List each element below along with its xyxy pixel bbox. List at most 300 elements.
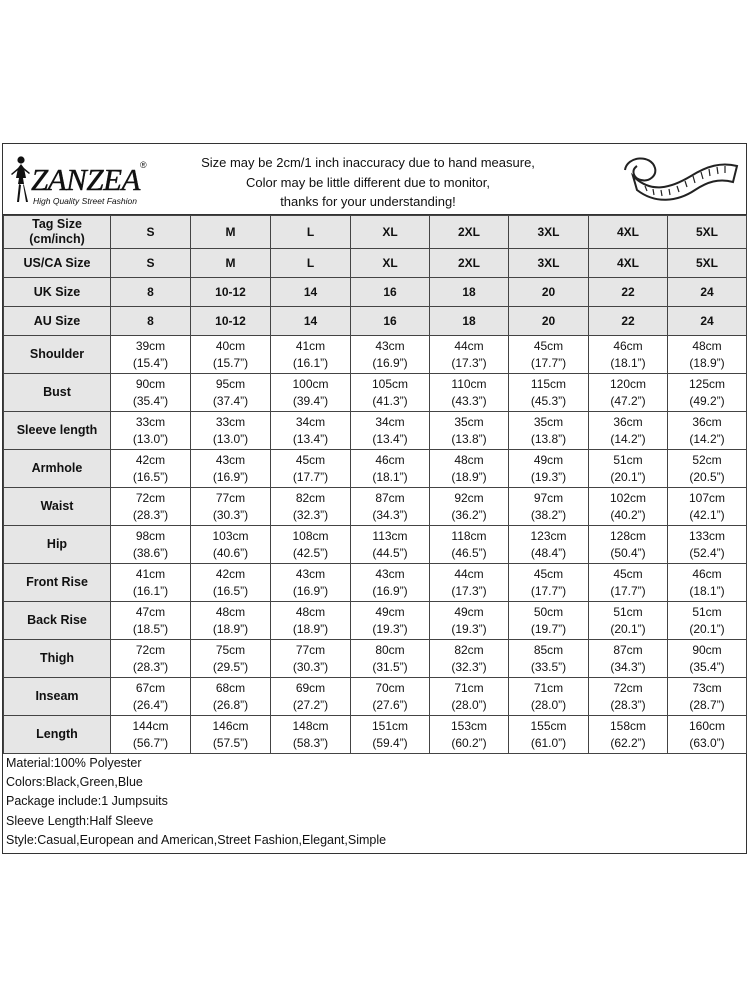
measurement-cm: 72cm bbox=[135, 642, 166, 657]
measurement-cell bbox=[271, 488, 351, 526]
measurement-cm: 42cm bbox=[135, 452, 166, 467]
measurement-cm: 153cm bbox=[450, 718, 488, 733]
measurement-cell bbox=[589, 412, 668, 450]
measurement-cell bbox=[351, 602, 430, 640]
measurement-inch: (20.1”) bbox=[610, 469, 646, 484]
measurement-cell bbox=[668, 488, 747, 526]
measurement-cell bbox=[589, 678, 668, 716]
table-row bbox=[4, 526, 747, 564]
measurement-inch: (17.7”) bbox=[530, 355, 567, 370]
measurement-inch: (62.2”) bbox=[610, 735, 646, 750]
table-row bbox=[4, 336, 747, 374]
measurement-inch: (40.6”) bbox=[212, 545, 249, 560]
measurement-cell bbox=[668, 602, 747, 640]
measurement-inch: (39.4”) bbox=[292, 393, 329, 408]
measurement-inch: (15.4”) bbox=[132, 355, 169, 370]
measuring-tape-icon bbox=[621, 148, 741, 210]
measurement-cell bbox=[191, 564, 271, 602]
table-row bbox=[4, 412, 747, 450]
measurement-inch: (18.9”) bbox=[292, 621, 329, 636]
measurement-cell bbox=[351, 640, 430, 678]
measurement-cm: 123cm bbox=[530, 528, 567, 543]
measurement-cm: 128cm bbox=[609, 528, 647, 543]
measurement-cell bbox=[191, 526, 271, 564]
measurement-cm: 103cm bbox=[212, 528, 249, 543]
measurement-cell bbox=[668, 678, 747, 716]
measurement-cell bbox=[111, 564, 191, 602]
measurement-cm: 45cm bbox=[613, 566, 643, 581]
measurement-cm: 44cm bbox=[454, 566, 484, 581]
measurement-cell bbox=[271, 374, 351, 412]
measurement-cm: 43cm bbox=[375, 566, 405, 581]
measurement-cm: 39cm bbox=[135, 338, 166, 353]
measurement-cell bbox=[589, 488, 668, 526]
size-cell: 16 bbox=[351, 307, 430, 336]
measurement-cm: 49cm bbox=[454, 604, 484, 619]
measurement-cell bbox=[509, 602, 589, 640]
measurement-inch: (36.2”) bbox=[451, 507, 487, 522]
measurement-inch: (52.4”) bbox=[689, 545, 725, 560]
measurement-cm: 98cm bbox=[135, 528, 166, 543]
measurement-cm: 43cm bbox=[215, 452, 246, 467]
size-cell: 24 bbox=[668, 278, 747, 307]
measurement-inch: (16.9”) bbox=[372, 355, 408, 370]
measurement-cm: 125cm bbox=[688, 376, 726, 391]
measurement-inch: (16.9”) bbox=[292, 583, 329, 598]
size-cell: XL bbox=[351, 249, 430, 278]
measurement-cm: 92cm bbox=[454, 490, 484, 505]
table-row bbox=[4, 278, 747, 307]
measurement-cell bbox=[668, 336, 747, 374]
measurement-cell bbox=[430, 374, 509, 412]
size-cell: 10-12 bbox=[191, 278, 271, 307]
measurement-cell bbox=[191, 450, 271, 488]
measurement-cell bbox=[351, 716, 430, 754]
measurement-cm: 120cm bbox=[609, 376, 647, 391]
row-header-shoulder: Shoulder bbox=[4, 336, 111, 374]
size-cell: XL bbox=[351, 216, 430, 249]
measurement-cm: 67cm bbox=[135, 680, 166, 695]
measurement-cell bbox=[351, 488, 430, 526]
measurement-inch: (45.3”) bbox=[530, 393, 567, 408]
measurement-cell bbox=[668, 412, 747, 450]
measurement-cell bbox=[509, 716, 589, 754]
measurement-cell bbox=[589, 526, 668, 564]
measurement-cm: 49cm bbox=[533, 452, 564, 467]
measurement-cell bbox=[191, 602, 271, 640]
measurement-cell bbox=[589, 336, 668, 374]
table-row bbox=[4, 249, 747, 278]
size-cell: 5XL bbox=[668, 249, 747, 278]
size-cell: 5XL bbox=[668, 216, 747, 249]
measurement-inch: (33.5”) bbox=[530, 659, 567, 674]
size-cell: 8 bbox=[111, 278, 191, 307]
measurement-inch: (29.5”) bbox=[212, 659, 249, 674]
measurement-cell bbox=[191, 678, 271, 716]
measurement-cell bbox=[351, 336, 430, 374]
brand-name: ZANZEA bbox=[31, 162, 140, 197]
measurement-inch: (13.4”) bbox=[372, 431, 408, 446]
table-row bbox=[4, 374, 747, 412]
measurement-inch: (20.1”) bbox=[610, 621, 646, 636]
measurement-inch: (42.5”) bbox=[292, 545, 329, 560]
size-cell: L bbox=[271, 216, 351, 249]
measurement-inch: (18.5”) bbox=[132, 621, 169, 636]
measurement-cm: 51cm bbox=[613, 452, 643, 467]
measurement-inch: (28.7”) bbox=[689, 697, 725, 712]
measurement-inch: (20.5”) bbox=[689, 469, 725, 484]
row-header-bust: Bust bbox=[4, 374, 111, 412]
measurement-cell bbox=[271, 412, 351, 450]
size-cell: 10-12 bbox=[191, 307, 271, 336]
measurement-cell bbox=[589, 450, 668, 488]
measurement-cell bbox=[589, 602, 668, 640]
measurement-cell bbox=[111, 678, 191, 716]
measurement-inch: (19.3”) bbox=[451, 621, 487, 636]
registered-mark: ® bbox=[140, 160, 147, 170]
measurement-cell bbox=[509, 640, 589, 678]
measurement-inch: (13.0”) bbox=[132, 431, 169, 446]
size-cell: 4XL bbox=[589, 216, 668, 249]
measurement-inch: (16.5”) bbox=[212, 583, 249, 598]
measurement-cell bbox=[668, 374, 747, 412]
measurement-cell bbox=[271, 564, 351, 602]
row-header-uk-size: UK Size bbox=[4, 278, 111, 307]
measurement-cm: 45cm bbox=[295, 452, 326, 467]
measurement-cell bbox=[668, 564, 747, 602]
measurement-cell bbox=[430, 450, 509, 488]
measurement-cm: 151cm bbox=[371, 718, 409, 733]
measurement-cm: 95cm bbox=[215, 376, 246, 391]
measurement-cm: 43cm bbox=[375, 338, 405, 353]
size-cell: M bbox=[191, 216, 271, 249]
measurement-cm: 87cm bbox=[375, 490, 405, 505]
measurement-cm: 46cm bbox=[375, 452, 405, 467]
measurement-inch: (27.2”) bbox=[292, 697, 329, 712]
measurement-cm: 118cm bbox=[451, 528, 487, 543]
row-header-us-ca-size: US/CA Size bbox=[4, 249, 111, 278]
measurement-cm: 71cm bbox=[454, 680, 484, 695]
measurement-cell bbox=[430, 564, 509, 602]
measurement-cell bbox=[430, 716, 509, 754]
measurement-cell bbox=[509, 450, 589, 488]
measurement-cm: 36cm bbox=[692, 414, 722, 429]
measurement-cm: 146cm bbox=[212, 718, 249, 733]
measurement-inch: (27.6”) bbox=[372, 697, 408, 712]
measurement-cell bbox=[509, 564, 589, 602]
measurement-inch: (31.5”) bbox=[372, 659, 408, 674]
measurement-cm: 51cm bbox=[692, 604, 722, 619]
measurement-cell bbox=[351, 678, 430, 716]
measurement-inch: (42.1”) bbox=[689, 507, 725, 522]
measurement-inch: (18.9”) bbox=[212, 621, 249, 636]
measurement-inch: (16.1”) bbox=[132, 583, 169, 598]
measurement-inch: (18.1”) bbox=[372, 469, 408, 484]
measurement-cm: 36cm bbox=[613, 414, 643, 429]
measurement-cm: 100cm bbox=[292, 376, 329, 391]
measurement-cm: 40cm bbox=[215, 338, 246, 353]
measurement-inch: (44.5”) bbox=[372, 545, 408, 560]
measurement-cm: 50cm bbox=[533, 604, 564, 619]
row-header-hip: Hip bbox=[4, 526, 111, 564]
measurement-cell bbox=[271, 678, 351, 716]
measurement-cm: 72cm bbox=[613, 680, 643, 695]
measurement-cm: 45cm bbox=[533, 566, 564, 581]
measurement-cell bbox=[191, 488, 271, 526]
measurement-cm: 69cm bbox=[295, 680, 326, 695]
brand-logo bbox=[5, 152, 155, 208]
measurement-inch: (50.4”) bbox=[610, 545, 646, 560]
measurement-inch: (30.3”) bbox=[212, 507, 249, 522]
measurement-inch: (41.3”) bbox=[372, 393, 408, 408]
measurement-cm: 46cm bbox=[692, 566, 722, 581]
row-header-back-rise: Back Rise bbox=[4, 602, 111, 640]
measurement-inch: (43.3”) bbox=[451, 393, 487, 408]
measurement-inch: (37.4”) bbox=[212, 393, 249, 408]
measurement-cm: 52cm bbox=[692, 452, 722, 467]
measurement-inch: (48.4”) bbox=[530, 545, 567, 560]
measurement-cm: 48cm bbox=[215, 604, 246, 619]
measurement-cell bbox=[589, 564, 668, 602]
measurement-cm: 45cm bbox=[533, 338, 564, 353]
measurement-cell bbox=[668, 640, 747, 678]
measurement-inch: (14.2”) bbox=[689, 431, 725, 446]
measurement-cell bbox=[430, 488, 509, 526]
measurement-inch: (26.8”) bbox=[212, 697, 249, 712]
measurement-cell bbox=[191, 412, 271, 450]
measurement-cell bbox=[430, 640, 509, 678]
measurement-inch: (28.3”) bbox=[610, 697, 646, 712]
measurement-cell bbox=[430, 526, 509, 564]
measurement-inch: (16.9”) bbox=[372, 583, 408, 598]
row-header-line: (cm/inch) bbox=[29, 232, 85, 246]
measurement-cell bbox=[191, 336, 271, 374]
measurement-cell bbox=[430, 678, 509, 716]
measurement-cell bbox=[111, 374, 191, 412]
measurement-inch: (17.7”) bbox=[610, 583, 646, 598]
measurement-inch: (28.0”) bbox=[451, 697, 487, 712]
measurement-cm: 108cm bbox=[292, 528, 329, 543]
measurement-inch: (32.3”) bbox=[292, 507, 329, 522]
measurement-cell bbox=[111, 640, 191, 678]
measurement-cell bbox=[111, 412, 191, 450]
detail-sleeve-length: Sleeve Length:Half Sleeve bbox=[6, 813, 154, 828]
measurement-cell bbox=[351, 374, 430, 412]
size-cell: 3XL bbox=[509, 249, 589, 278]
size-cell: 8 bbox=[111, 307, 191, 336]
detail-colors: Colors:Black,Green,Blue bbox=[6, 775, 143, 790]
detail-material: Material:100% Polyester bbox=[6, 756, 142, 770]
size-cell: 22 bbox=[589, 307, 668, 336]
measurement-inch: (28.3”) bbox=[132, 659, 169, 674]
measurement-cm: 113cm bbox=[372, 528, 408, 543]
detail-style: Style:Casual,European and American,Street Fashion,Elegant,Simple bbox=[6, 832, 387, 847]
measurement-inch: (28.3”) bbox=[132, 507, 169, 522]
measurement-cell bbox=[111, 526, 191, 564]
measurement-cm: 148cm bbox=[292, 718, 329, 733]
measurement-cell bbox=[589, 716, 668, 754]
notice-line: Color may be little different due to monitor, bbox=[246, 174, 490, 190]
measurement-cm: 97cm bbox=[533, 490, 564, 505]
measurement-cm: 35cm bbox=[454, 414, 484, 429]
measurement-cm: 48cm bbox=[295, 604, 326, 619]
measurement-cm: 110cm bbox=[451, 376, 487, 391]
measurement-cm: 35cm bbox=[533, 414, 564, 429]
row-header-thigh: Thigh bbox=[4, 640, 111, 678]
measurement-inch: (18.9”) bbox=[451, 469, 487, 484]
measurement-inch: (34.3”) bbox=[372, 507, 408, 522]
measurement-inch: (63.0”) bbox=[689, 735, 725, 750]
size-cell: L bbox=[271, 249, 351, 278]
measurement-cell bbox=[668, 716, 747, 754]
measurement-inch: (32.3”) bbox=[451, 659, 487, 674]
measurement-inch: (17.3”) bbox=[451, 583, 487, 598]
measurement-cm: 87cm bbox=[613, 642, 643, 657]
measurement-cell bbox=[271, 640, 351, 678]
measurement-cell bbox=[589, 640, 668, 678]
measurement-cell bbox=[191, 374, 271, 412]
measurement-cell bbox=[509, 336, 589, 374]
measurement-inch: (35.4”) bbox=[689, 659, 725, 674]
row-header-au-size: AU Size bbox=[4, 307, 111, 336]
measurement-inch: (38.2”) bbox=[530, 507, 567, 522]
measurement-inch: (17.3”) bbox=[451, 355, 487, 370]
size-cell: 18 bbox=[430, 278, 509, 307]
measurement-cm: 73cm bbox=[692, 680, 722, 695]
measurement-cell bbox=[111, 716, 191, 754]
measurement-cell bbox=[509, 678, 589, 716]
measurement-cell bbox=[271, 450, 351, 488]
measurement-cm: 68cm bbox=[215, 680, 246, 695]
brand-tagline: High Quality Street Fashion bbox=[33, 196, 137, 206]
measurement-inch: (46.5”) bbox=[451, 545, 487, 560]
measurement-inch: (16.9”) bbox=[212, 469, 249, 484]
measurement-inch: (28.0”) bbox=[530, 697, 567, 712]
table-row bbox=[4, 716, 747, 754]
size-cell: S bbox=[111, 216, 191, 249]
measurement-inch: (35.4”) bbox=[132, 393, 169, 408]
measurement-cm: 107cm bbox=[688, 490, 726, 505]
measurement-inch: (34.3”) bbox=[610, 659, 646, 674]
measurement-cell bbox=[430, 336, 509, 374]
measurement-inch: (13.4”) bbox=[292, 431, 329, 446]
measurement-cm: 33cm bbox=[215, 414, 246, 429]
measurement-inch: (17.7”) bbox=[292, 469, 329, 484]
measurement-cm: 90cm bbox=[135, 376, 166, 391]
measurement-cell bbox=[111, 488, 191, 526]
table-row bbox=[4, 488, 747, 526]
measurement-cm: 77cm bbox=[295, 642, 326, 657]
measurement-cell bbox=[509, 488, 589, 526]
measurement-cell bbox=[668, 526, 747, 564]
measurement-cell bbox=[509, 526, 589, 564]
measurement-cm: 43cm bbox=[295, 566, 326, 581]
size-cell: 14 bbox=[271, 307, 351, 336]
measurement-inch: (18.1”) bbox=[689, 583, 725, 598]
size-cell: 24 bbox=[668, 307, 747, 336]
measurement-inch: (13.0”) bbox=[212, 431, 249, 446]
measurement-cm: 105cm bbox=[371, 376, 409, 391]
measurement-cm: 47cm bbox=[135, 604, 166, 619]
measurement-cm: 144cm bbox=[132, 718, 169, 733]
measurement-inch: (30.3”) bbox=[292, 659, 329, 674]
measurement-cell bbox=[271, 716, 351, 754]
size-cell: 22 bbox=[589, 278, 668, 307]
measurement-inch: (59.4”) bbox=[372, 735, 408, 750]
measurement-cell bbox=[271, 336, 351, 374]
measurement-cell bbox=[271, 526, 351, 564]
measurement-cm: 155cm bbox=[530, 718, 567, 733]
measurement-inch: (49.2”) bbox=[689, 393, 725, 408]
measurement-inch: (17.7”) bbox=[530, 583, 567, 598]
row-header-waist: Waist bbox=[4, 488, 111, 526]
measurement-inch: (61.0”) bbox=[530, 735, 567, 750]
measurement-inch: (16.5”) bbox=[132, 469, 169, 484]
measurement-cm: 82cm bbox=[454, 642, 484, 657]
size-cell: 2XL bbox=[430, 216, 509, 249]
size-cell: 4XL bbox=[589, 249, 668, 278]
row-header-armhole: Armhole bbox=[4, 450, 111, 488]
table-row bbox=[4, 678, 747, 716]
measurement-inch: (15.7”) bbox=[212, 355, 249, 370]
measurement-inch: (56.7”) bbox=[132, 735, 169, 750]
measurement-inch: (13.8”) bbox=[530, 431, 567, 446]
measurement-inch: (26.4”) bbox=[132, 697, 169, 712]
measurement-inch: (19.3”) bbox=[530, 469, 567, 484]
detail-package: Package include:1 Jumpsuits bbox=[6, 794, 168, 809]
measurement-cell bbox=[509, 374, 589, 412]
measurement-cm: 33cm bbox=[135, 414, 166, 429]
size-cell: 20 bbox=[509, 278, 589, 307]
measurement-cm: 44cm bbox=[454, 338, 484, 353]
measurement-cm: 71cm bbox=[533, 680, 564, 695]
measurement-cell bbox=[111, 450, 191, 488]
measurement-cm: 48cm bbox=[454, 452, 484, 467]
measurement-inch: (16.1”) bbox=[292, 355, 329, 370]
table-row bbox=[4, 216, 747, 249]
measurement-cm: 90cm bbox=[692, 642, 722, 657]
measurement-inch: (14.2”) bbox=[610, 431, 646, 446]
size-cell: 20 bbox=[509, 307, 589, 336]
measurement-cm: 48cm bbox=[692, 338, 722, 353]
size-cell: 3XL bbox=[509, 216, 589, 249]
size-chart-sheet bbox=[2, 143, 747, 854]
measurement-inch: (13.8”) bbox=[451, 431, 487, 446]
row-header-inseam: Inseam bbox=[4, 678, 111, 716]
measurement-cell bbox=[191, 716, 271, 754]
measurement-cm: 49cm bbox=[375, 604, 405, 619]
table-row bbox=[4, 602, 747, 640]
measurement-inch: (38.6”) bbox=[132, 545, 169, 560]
measurement-cell bbox=[351, 412, 430, 450]
product-details bbox=[6, 754, 742, 850]
measurement-inch: (40.2”) bbox=[610, 507, 646, 522]
measurement-cm: 158cm bbox=[609, 718, 647, 733]
measurement-cm: 85cm bbox=[533, 642, 564, 657]
measurement-cell bbox=[191, 640, 271, 678]
row-header-line: Tag Size bbox=[32, 217, 82, 231]
measurement-cm: 46cm bbox=[613, 338, 643, 353]
measurement-cell bbox=[111, 336, 191, 374]
size-table bbox=[3, 215, 747, 754]
size-cell: 2XL bbox=[430, 249, 509, 278]
measurement-cell bbox=[351, 526, 430, 564]
measurement-cm: 160cm bbox=[688, 718, 726, 733]
measurement-cm: 102cm bbox=[609, 490, 647, 505]
measurement-cm: 82cm bbox=[295, 490, 326, 505]
notice-line: thanks for your understanding! bbox=[280, 194, 456, 209]
measurement-cell bbox=[668, 450, 747, 488]
